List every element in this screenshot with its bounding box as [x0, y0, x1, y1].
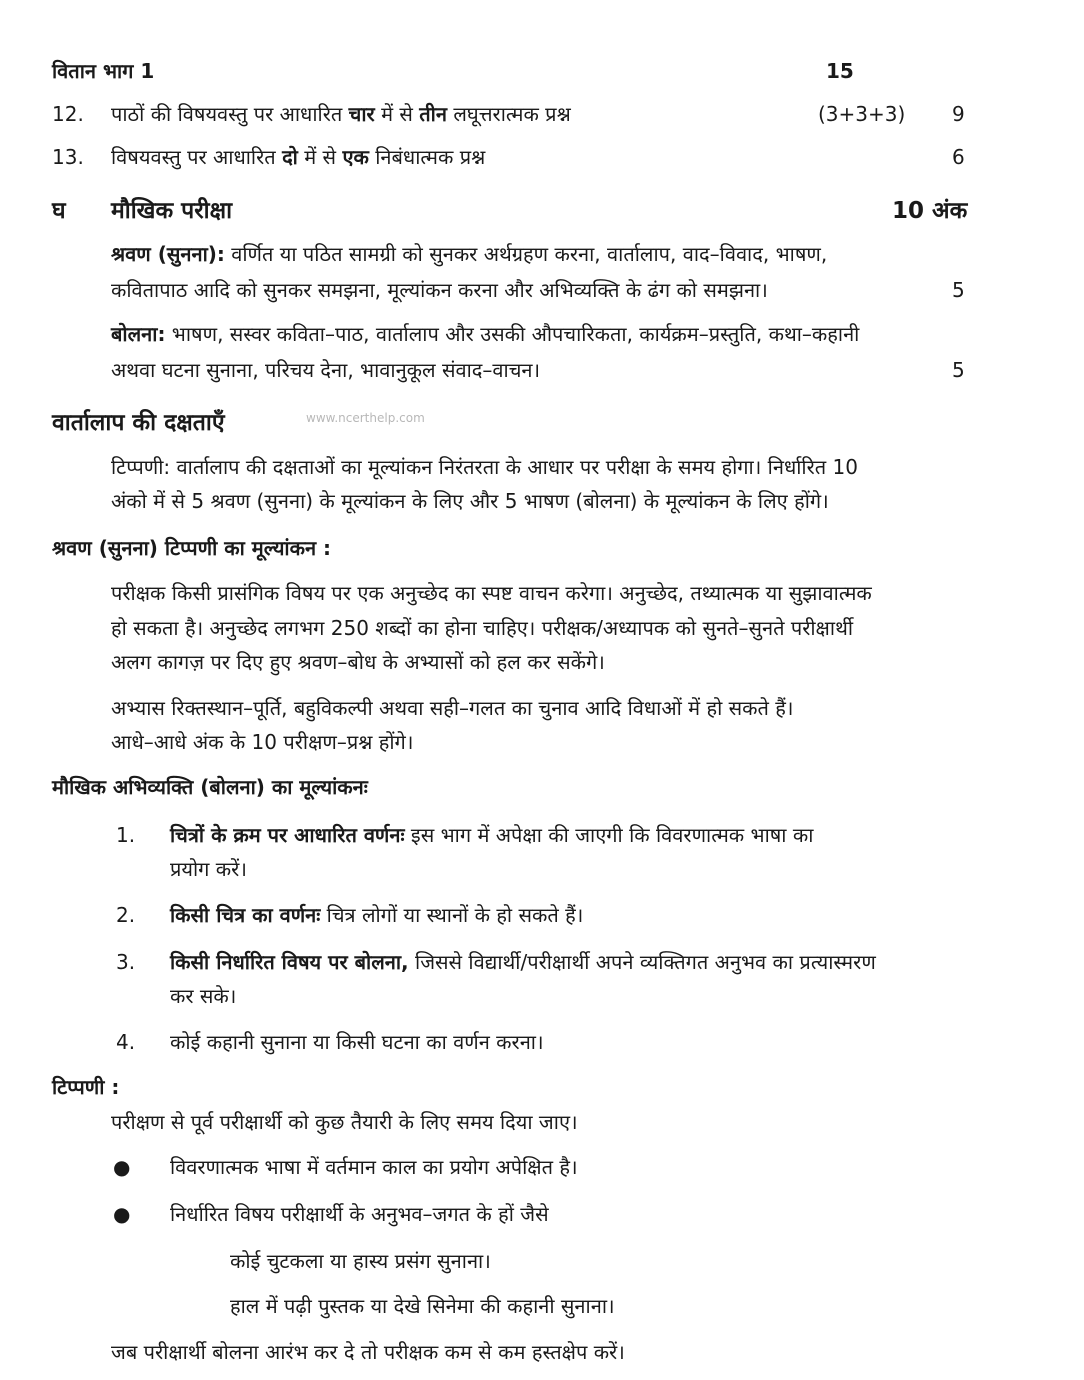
bullet-text: निर्धारित विषय परीक्षार्थी के अनुभव–जगत के हों जैसे: [170, 1202, 549, 1226]
watermark: www.ncerthelp.com: [306, 411, 425, 425]
note-example-1: कोई चुटकला या हास्य प्रसंग सुनाना।: [230, 1249, 491, 1273]
speaking-marks: 5: [952, 358, 965, 382]
item-number: 3.: [116, 950, 136, 974]
item-text: चित्रों के क्रम पर आधारित वर्णनः इस भाग में अपेक्षा की जाएगी कि विवरणात्मक भाषा का: [170, 823, 814, 847]
vitan-total-marks: 15: [826, 59, 854, 83]
skills-note-line-2: अंको में से 5 श्रवण (सुनना) के मूल्यांकन के लिए और 5 भाषण (बोलना) के मूल्यांकन के लिए होंगे।: [111, 489, 829, 513]
bullet-icon: ●: [113, 1155, 131, 1179]
section-title-vitan: वितान भाग 1: [52, 59, 155, 83]
listening-eval-line-5: आधे–आधे अंक के 10 परीक्षण–प्रश्न होंगे।: [111, 730, 414, 754]
question-marks: 9: [952, 102, 965, 126]
listening-eval-line-1: परीक्षक किसी प्रासंगिक विषय पर एक अनुच्छेद का स्पष्ट वाचन करेगा। अनुच्छेद, तथ्यात्मक या सुझावात्मक: [111, 581, 872, 605]
section-title-oral: मौखिक परीक्षा: [111, 198, 233, 224]
listening-eval-line-4: अभ्यास रिक्तस्थान–पूर्ति, बहुविकल्पी अथवा सही–गलत का चुनाव आदि विधाओं में हो सकते हैं।: [111, 696, 794, 720]
item-text-cont: कर सके।: [170, 984, 237, 1008]
section-title-note: टिप्पणी :: [52, 1075, 120, 1099]
section-letter: घ: [52, 198, 66, 224]
marks-breakdown: (3+3+3): [818, 102, 906, 126]
skills-note-line-1: टिप्पणी: वार्तालाप की दक्षताओं का मूल्यांकन निरंतरता के आधार पर परीक्षा के समय होगा। निर्धारित 10: [111, 455, 858, 479]
question-number: 12.: [52, 102, 84, 126]
question-text: विषयवस्तु पर आधारित दो में से एक निबंधात्मक प्रश्न: [111, 145, 486, 169]
oral-total-marks: 10 अंक: [892, 198, 968, 224]
listening-line-2: कवितापाठ आदि को सुनकर समझना, मूल्यांकन करना और अभिव्यक्ति के ढंग को समझना।: [111, 278, 768, 302]
speaking-line-1: बोलना: भाषण, सस्वर कविता–पाठ, वार्तालाप और उसकी औपचारिकता, कार्यक्रम–प्रस्तुति, कथा–कहानी: [111, 322, 860, 346]
section-title-listening-eval: श्रवण (सुनना) टिप्पणी का मूल्यांकन :: [52, 536, 332, 560]
section-title-skills: वार्तालाप की दक्षताएँ: [52, 410, 225, 436]
item-text: कोई कहानी सुनाना या किसी घटना का वर्णन करना।: [170, 1030, 544, 1054]
question-number: 13.: [52, 145, 84, 169]
listening-eval-line-3: अलग कागज़ पर दिए हुए श्रवण–बोध के अभ्यासों को हल कर सकेंगे।: [111, 650, 605, 674]
question-text: पाठों की विषयवस्तु पर आधारित चार में से तीन लघूत्तरात्मक प्रश्न: [111, 102, 571, 126]
speaking-line-2: अथवा घटना सुनाना, परिचय देना, भावानुकूल संवाद–वाचन।: [111, 358, 541, 382]
listening-marks: 5: [952, 278, 965, 302]
item-text: किसी चित्र का वर्णनः चित्र लोगों या स्थानों के हो सकते हैं।: [170, 903, 584, 927]
bullet-icon: ●: [113, 1202, 131, 1226]
note-closing: जब परीक्षार्थी बोलना आरंभ कर दे तो परीक्षक कम से कम हस्तक्षेप करें।: [111, 1340, 625, 1364]
section-title-speaking-eval: मौखिक अभिव्यक्ति (बोलना) का मूल्यांकनः: [52, 775, 368, 799]
bullet-text: विवरणात्मक भाषा में वर्तमान काल का प्रयोग अपेक्षित है।: [170, 1155, 578, 1179]
listening-line-1: श्रवण (सुनना): वर्णित या पठित सामग्री को सुनकर अर्थग्रहण करना, वार्तालाप, वाद–विवाद, भाषण,: [111, 242, 828, 266]
item-number: 4.: [116, 1030, 136, 1054]
item-text-cont: प्रयोग करें।: [170, 857, 247, 881]
note-intro: परीक्षण से पूर्व परीक्षार्थी को कुछ तैयारी के लिए समय दिया जाए।: [111, 1110, 578, 1134]
question-marks: 6: [952, 145, 965, 169]
item-number: 1.: [116, 823, 136, 847]
note-example-2: हाल में पढ़ी पुस्तक या देखे सिनेमा की कहानी सुनाना।: [230, 1294, 615, 1318]
item-number: 2.: [116, 903, 136, 927]
listening-eval-line-2: हो सकता है। अनुच्छेद लगभग 250 शब्दों का होना चाहिए। परीक्षक/अध्यापक को सुनते–सुनते परीक्षार्थी: [111, 616, 854, 640]
item-text: किसी निर्धारित विषय पर बोलना, जिससे विद्यार्थी/परीक्षार्थी अपने व्यक्तिगत अनुभव का प्रत्यास्मरण: [170, 950, 876, 974]
